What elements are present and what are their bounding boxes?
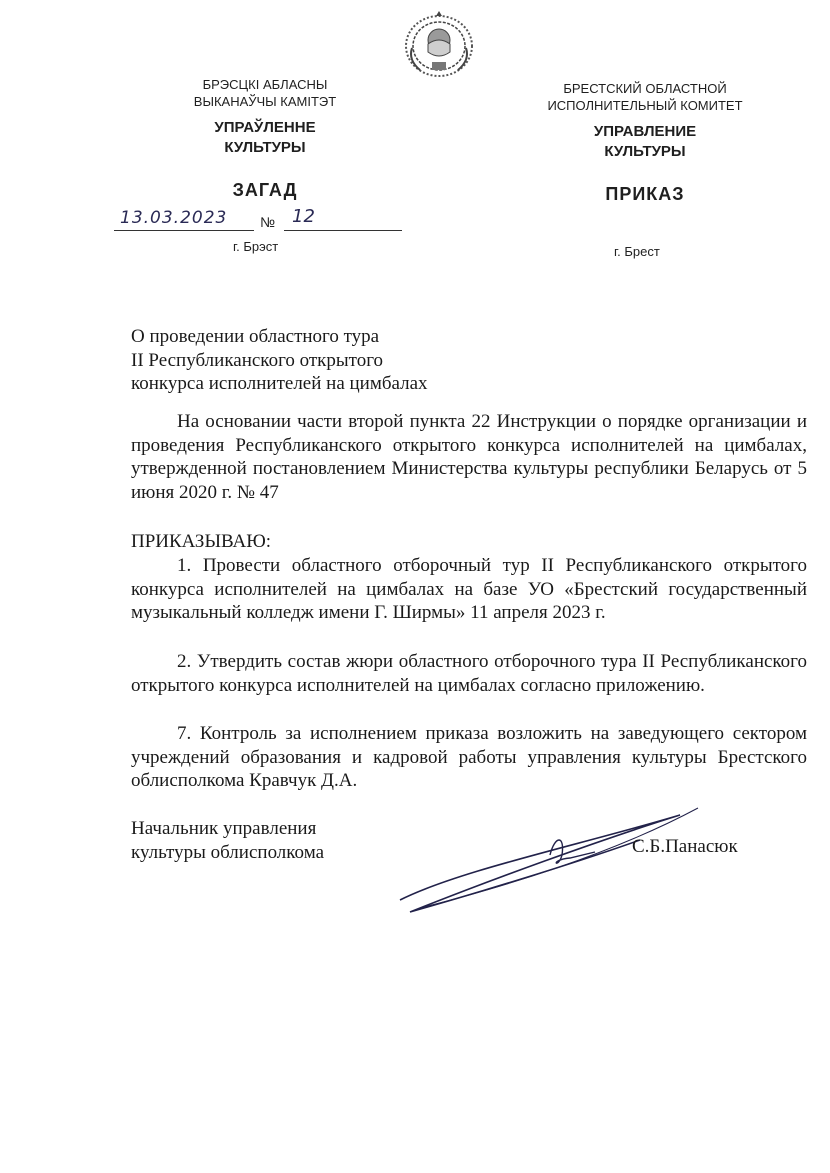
order-date: 13.03.2023 xyxy=(120,208,228,228)
registration-line xyxy=(114,208,404,236)
subject-line2: II Республиканского открытого xyxy=(131,349,384,371)
doc-type: ПРИКАЗ xyxy=(605,184,685,204)
signatory-position-line1: Начальник управления xyxy=(131,818,317,839)
order-number: 12 xyxy=(292,206,315,227)
org-name-line1: БРЕСТСКИЙ ОБЛАСТНОЙ xyxy=(563,81,727,96)
number-label: № xyxy=(260,214,276,230)
number-underline xyxy=(284,230,402,231)
header-right xyxy=(525,80,765,205)
dept-name-line2: КУЛЬТУРЫ xyxy=(604,143,686,160)
order-item-3: 7. Контроль за исполнением приказа возложить на заведующего сектором учреждений образования и кадровой работы управления культуры Брестского облисполкома Кравчук Д.А. xyxy=(131,723,807,791)
signatory-name: С.Б.Панасюк xyxy=(632,836,738,857)
org-name-line1: БРЭСЦКІ АБЛАСНЫ xyxy=(202,77,328,92)
order-item-1: 1. Провести областного отборочный тур II Республиканского открытого конкурса исполнителей на цимбалах на базе УО «Брестский государственный музыкальный колледж имени Г. Ширмы» 11 апреля 2023 г. xyxy=(131,555,807,623)
dept-name-line1: УПРАЎЛЕННЕ xyxy=(214,119,316,136)
order-item-2: 2. Утвердить состав жюри областного отборочного тура II Республиканского открытого конкурса исполнителей на цимбалах согласно приложению. xyxy=(131,651,807,696)
subject-line3: конкурса исполнителей на цимбалах xyxy=(131,373,428,394)
order-subject xyxy=(131,325,551,396)
signatory-position-line2: культуры облисполкома xyxy=(131,841,325,863)
doc-type: ЗАГАД xyxy=(232,180,298,200)
subject-line1: О проведении областного тура xyxy=(131,326,380,347)
city-right: г. Брест xyxy=(614,244,660,259)
city-left: г. Брэст xyxy=(233,239,279,254)
preamble-paragraph: На основании части второй пункта 22 Инструкции о порядке организации и проведения Республиканского открытого конкурса исполнителей на цимбалах, утвержденной постановлением Министерства культуры республики Беларусь от 5 июня 2020 г. № 47 xyxy=(131,411,807,503)
dept-name xyxy=(150,118,380,158)
date-underline xyxy=(114,230,254,231)
dept-name-line2: КУЛЬТУРЫ xyxy=(224,139,306,156)
dept-name-line1: УПРАВЛЕНИЕ xyxy=(593,123,697,140)
dept-name xyxy=(525,122,765,162)
header-left xyxy=(150,76,380,201)
state-emblem-icon xyxy=(398,8,480,80)
org-name-line2: ИСПОЛНИТЕЛЬНЫЙ КОМИТЕТ xyxy=(547,98,743,113)
org-name-line2: ВЫКАНАЎЧЫ КАМІТЭТ xyxy=(193,94,337,109)
handwritten-signature xyxy=(380,800,710,940)
order-word: ПРИКАЗЫВАЮ: xyxy=(131,531,272,552)
